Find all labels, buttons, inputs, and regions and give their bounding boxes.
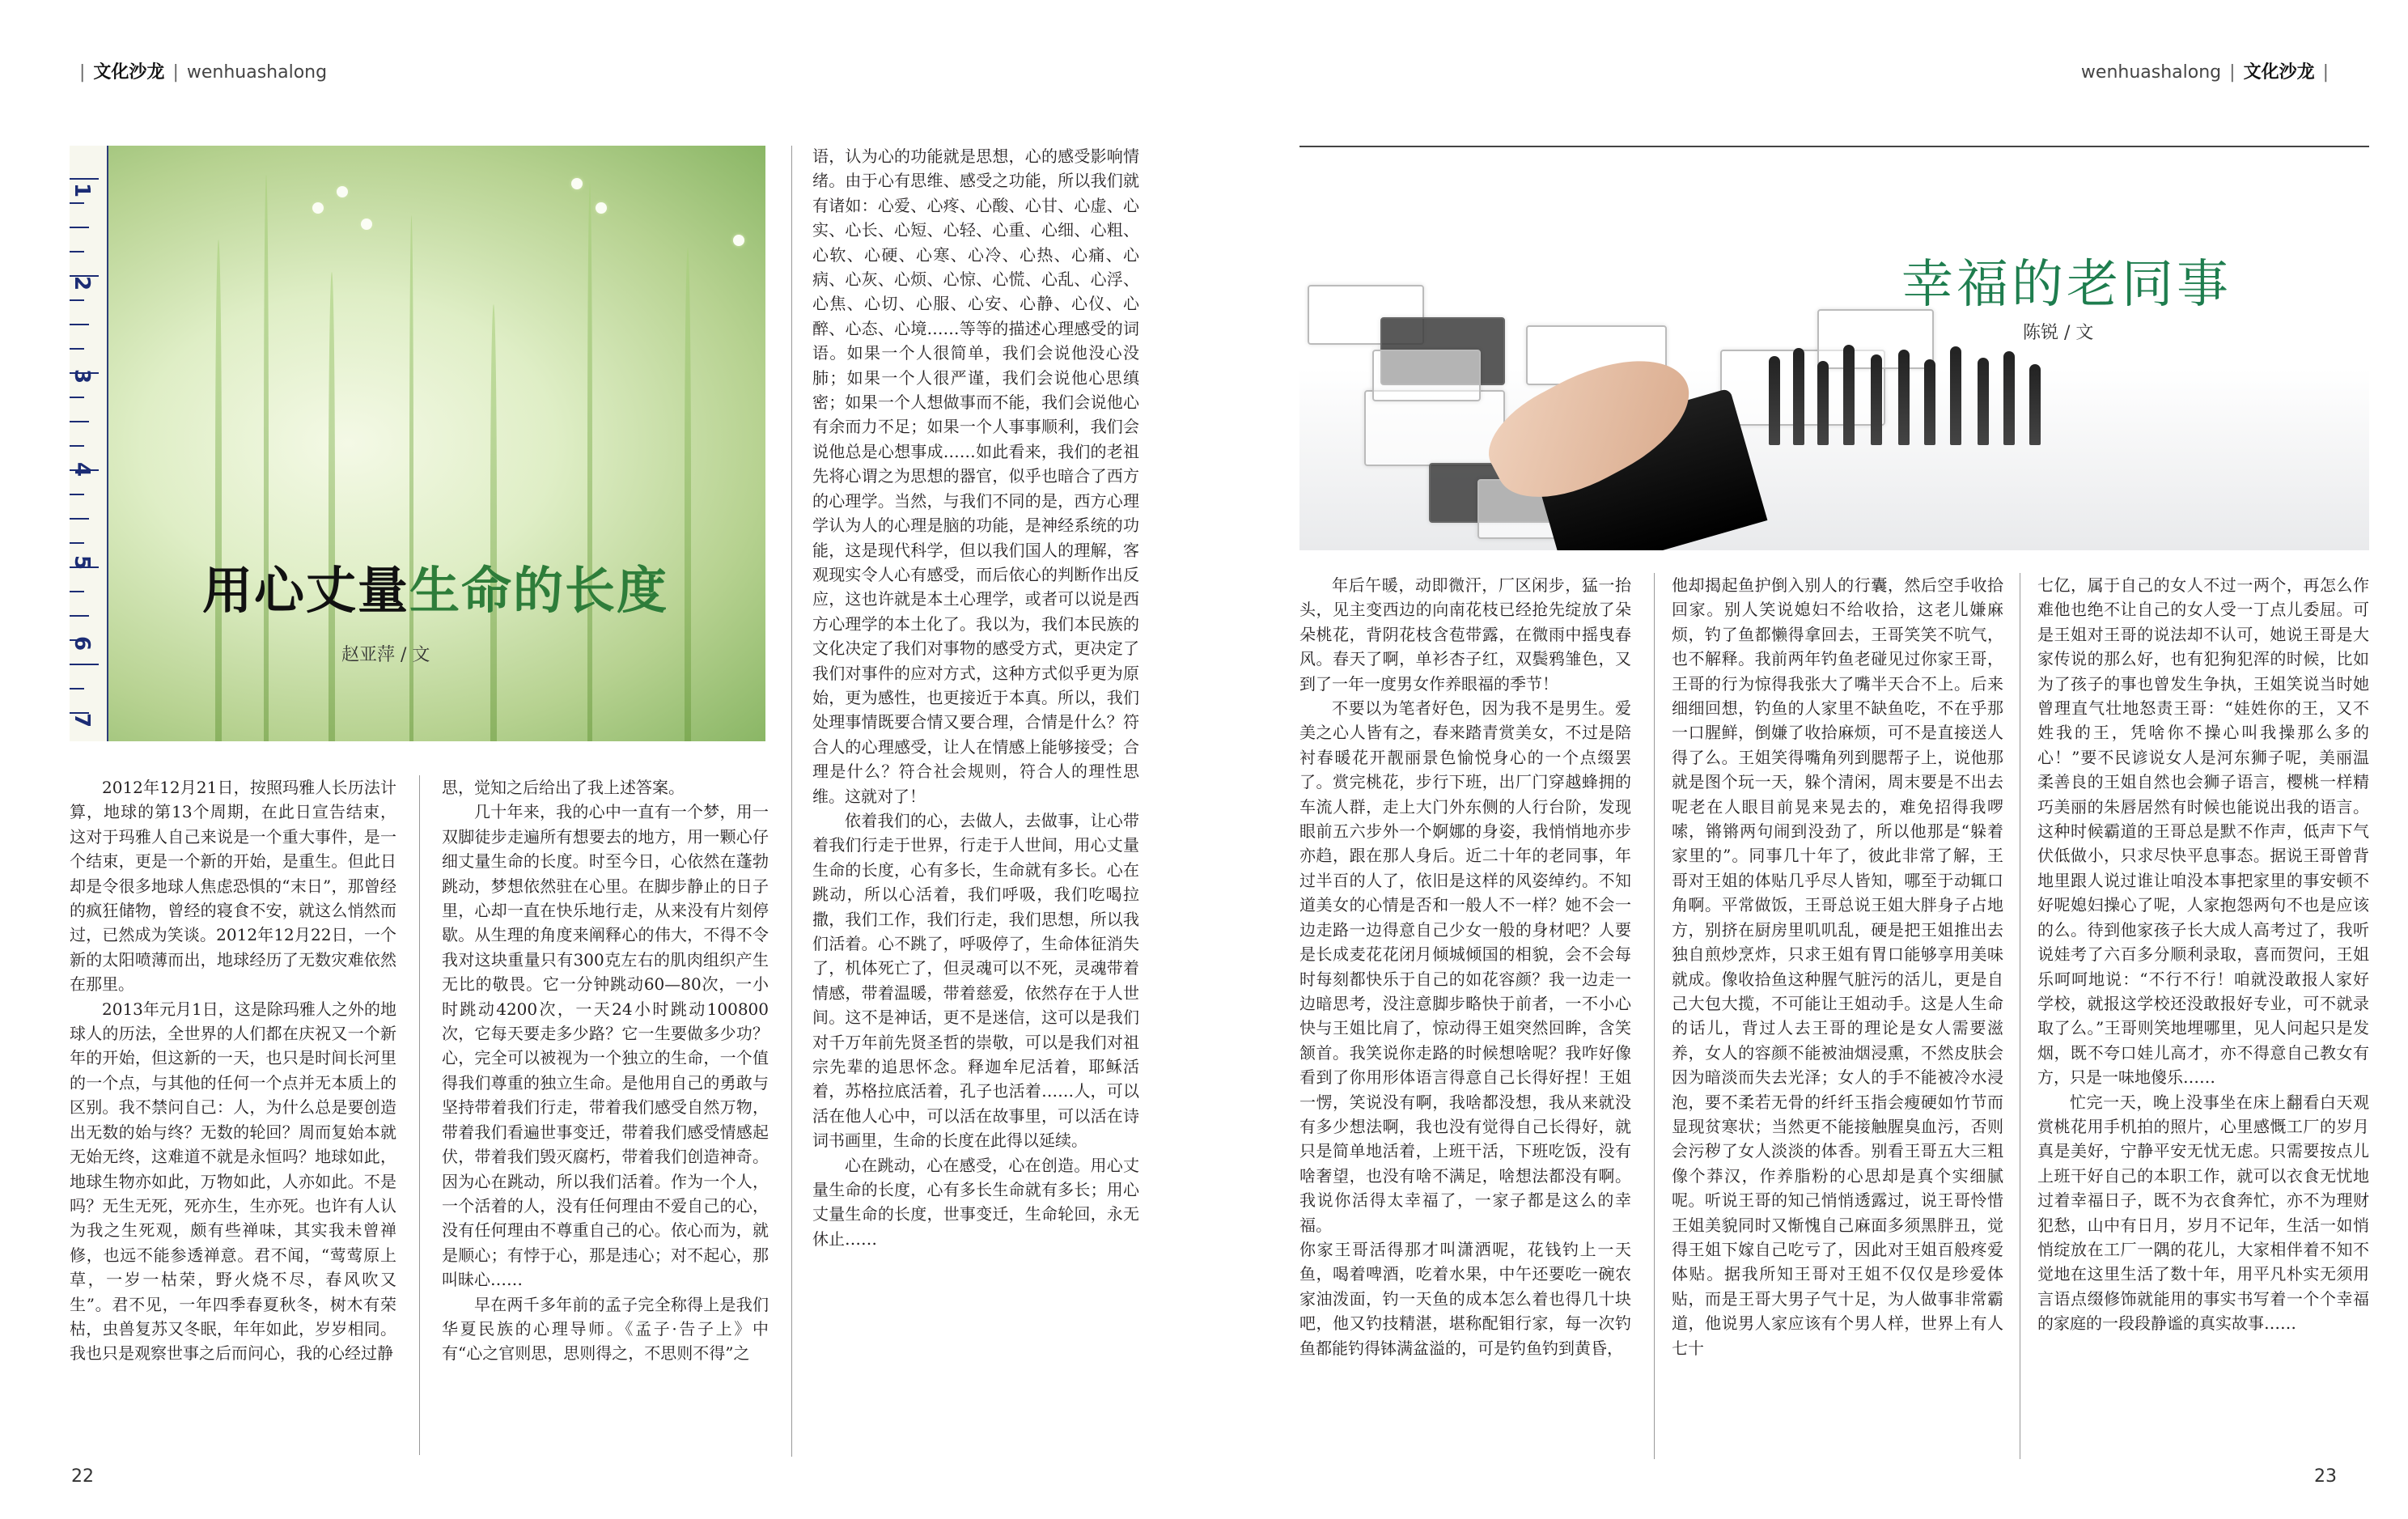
person-silhouette	[1769, 356, 1780, 445]
article-title: 幸福的老同事	[1901, 255, 2232, 315]
person-silhouette	[1898, 350, 1910, 445]
person-silhouette	[1843, 345, 1855, 445]
header-divider: |	[79, 62, 86, 83]
ruler-tick	[70, 178, 99, 180]
ruler-tick	[70, 251, 84, 252]
ruler-tick	[70, 227, 89, 228]
ruler-number: 2	[70, 275, 95, 291]
ruler-tick	[70, 324, 89, 325]
ruler-tick	[70, 688, 84, 689]
column-name: 文化沙龙	[2243, 62, 2315, 83]
hero-image-business	[1299, 146, 2369, 550]
ruler-tick	[70, 445, 84, 447]
person-silhouette	[1950, 346, 1961, 445]
text-column-3	[812, 144, 1139, 1251]
grass-stem	[490, 304, 497, 741]
flower	[596, 202, 607, 214]
paragraph: 思，觉知之后给出了我上述答案。	[442, 778, 685, 797]
glass-panel	[1364, 390, 1505, 466]
paragraph: 语，认为心的功能就是思想，心的感受影响情绪。由于心有思维、感受之功能，所以我们就有诸如：心爱、心疼、心酸、心甘、心虚、心实、心长、心短、心轻、心重、心细、心粗、心软、心硬、心寒、心冷、心热、心痛、心病、心灰、心烦、心惊、心慌、心乱、心浮、心焦、心切、心服、心安、心静、心仪、心醉、心态、心境……等等的描述心理感受的词语。如果一个人很简单，我们会说他没心没肺；如果一个人很严谨，我们会说他心思缜密；如果一个人想做事而不能，我们会说他心有余而力不足；如果一个人事事顺利，我们会说他总是心想事成……如此看来，我们的老祖先将心谓之为思想的器官，似乎也暗合了西方的心理学。当然，与我们不同的是，西方心理学认为人的心理是脑的功能，是神经系统的功能，这是现代科学，但以我们国人的理解，客观现实令人心有感受，而后依心的判断作出反应，这也许就是本土心理学，或者可以说是西方心理学的本土化了。我以为，我们本民族的文化决定了我们对事物的感受方式，更决定了我们对事件的应对方式，这种方式似乎更为原始，更为感性，也更接近于本真。所以，我们处理事情既要合情又要合理，合情是什么？符合人的心理感受，让人在情感上能够接受；合理是什么？符合社会规则，符合人的理性思维。这就对了！	[812, 146, 1139, 806]
ruler-number: 5	[70, 554, 95, 571]
ruler-tick	[70, 542, 84, 544]
page-number: 23	[2314, 1466, 2337, 1487]
ruler-tick	[70, 591, 84, 592]
column-divider	[1654, 573, 1655, 1459]
person-silhouette	[1793, 348, 1804, 445]
flower	[361, 219, 372, 230]
ruler-number: 1	[70, 182, 95, 198]
ruler-tick	[70, 615, 89, 617]
header-divider: |	[172, 62, 179, 83]
grass-stem	[685, 248, 691, 741]
ruler-number: 7	[70, 712, 95, 728]
paragraph: 2012年12月21日，按照玛雅人长历法计算，地球的第13个周期，在此日宣告结束，这对于玛雅人自己来说是一个重大事件，是一个结束，更是一个新的开始，是重生。但此日却是令很多地球人焦虑恐惧的“末日”，那曾经的疯狂储物，曾经的寝食不安，就这么悄然而过，已然成为笑谈。2012年12月22日，一个新的太阳喷薄而出，地球经历了无数灾难依然在那里。	[70, 778, 396, 995]
person-silhouette	[1924, 359, 1935, 445]
grass-stem	[215, 240, 222, 741]
article-author: 陈锐 / 文	[2023, 323, 2094, 343]
person-silhouette	[1817, 361, 1829, 445]
person-silhouette	[1871, 354, 1882, 445]
paragraph: 不要以为笔者好色，因为我不是男生。爱美之心人皆有之，春来踏青赏美女，不过是陪衬春暖花开靓丽景色愉悦身心的一个点缀罢了。赏完桃花，步行下班，出厂门穿越蜂拥的车流人群，走上大门外东侧的人行台阶，发现眼前五六步外一个婀娜的身姿，我悄悄地亦步亦趋，跟在那人身后。近二十年的老同事，年过半百的人了，依旧是这样的风姿绰约。不知道美女的心情是否和一般人不一样？她不会一边走路一边得意自己少女一般的身材吧？人要是长成麦花花闭月倾城倾国的相貌，会不会每时每刻都快乐于自己的如花容颜？我一边走一边暗思考，没注意脚步略快于前者，一不小心快与王姐比肩了，惊动得王姐突然回眸，含笑颔首。我笑说你走路的时候想啥呢？我咋好像看到了你用形体语言得意自己长得好捏！王姐一愣，笑说没有啊，我啥都没想，我从来就没有多少想法啊，我也没有觉得自己长得好，就只是简单地活着，上班干活，下班吃饭，没有啥奢望，也没有啥不满足，啥想法都没有啊。我说你活得太幸福了，一家子都是这么的幸福。	[1299, 698, 1631, 1235]
column-name: 文化沙龙	[93, 62, 165, 83]
column-divider	[791, 146, 792, 1457]
header-divider: |	[2229, 62, 2236, 83]
ruler-number: 4	[70, 461, 95, 477]
paragraph: 早在两千多年前的孟子完全称得上是我们华夏民族的心理导师。《孟子·告子上》中有“心之官则思，思则得之，不思则不得”之	[442, 1294, 769, 1364]
person-silhouette	[1978, 358, 1989, 445]
flower	[312, 202, 324, 214]
paragraph: 你家王哥活得那才叫潇洒呢，花钱钓上一天鱼，喝着啤酒，吃着水果，中午还要吃一碗农家油泼面，钓一天鱼的成本怎么着也得几十块吧，他又钓技精湛，堪称配钼行家，每一次钓鱼都能钓得钵满盆溢的，可是钓鱼钓到黄昏，	[1299, 1239, 1631, 1358]
ruler	[70, 146, 108, 741]
paragraph: 2013年元月1日，这是除玛雅人之外的地球人的历法，全世界的人们都在庆祝又一个新年的开始，但这新的一天，也只是时间长河里的一个点，与其他的任何一个点并无本质上的区别。我不禁问自己：人，为什么总是要创造出无数的始与终？无数的轮回？周而复始本就无始无终，这难道不就是永恒吗？地球如此，地球生物亦如此，万物如此，人亦如此。不是吗？无生无死，死亦生，生亦死。也许有人认为我之生死观，颇有些禅味，其实我未曾禅修，也远不能参透禅意。君不闻，“莺莺原上草，一岁一枯荣，野火烧不尽，春风吹又生”。君不见，一年四季春夏秋冬，树木有荣枯，虫兽复苏又冬眠，年年如此，岁岁相同。我也只是观察世事之后而问心，我的心经过静	[70, 999, 396, 1364]
ruler-tick	[70, 421, 89, 422]
ruler-tick	[70, 348, 84, 350]
grass-stem	[329, 272, 335, 741]
article-title	[202, 550, 668, 622]
ruler-number: 6	[70, 635, 95, 651]
grass-stem	[264, 175, 269, 741]
running-header-left	[71, 58, 327, 83]
page-number: 22	[71, 1466, 94, 1487]
person-silhouette	[2003, 351, 2015, 445]
text-column-4	[1299, 573, 1631, 1360]
paragraph: 他却揭起鱼护倒入别人的行囊，然后空手收拾回家。别人笑说媳妇不给收拾，这老儿嫌麻烦，钓了鱼都懒得拿回去，王哥笑笑不吭气，也不解释。我前两年钓鱼老碰见过你家王哥，王哥的行为惊得我张大了嘴半天合不上。后来细细回想，钓鱼的人家里不缺鱼吃，不在乎那一口腥鲜，倒嫌了收拾麻烦，可不是直接送人得了么。王姐笑得嘴角列到腮帮子上，说他那就是图个玩一天，躲个清闲，周末要是不出去呢老在人眼目前晃来晃去的，难免招得我啰嗦，锵锵两句闹到没劲了，所以他那是“躲着家里的”。同事几十年了，彼此非常了解，王哥对王姐的体贴几乎尽人皆知，哪至于动辄口角啊。平常做饭，王哥总说王姐大胖身子占地方，别挤在厨房里叽叽乱，硬是把王姐推出去独自煎炒烹炸，只求王姐有胃口能够享用美味就成。像收拾鱼这种腥气脏污的活儿，更是自己大包大揽，不可能让王姐动手。这是人生命的话儿，背过人去王哥的理论是女人需要滋养，女人的容颜不能被油烟浸熏，不然皮肤会因为暗淡而失去光泽；女人的手不能被冷水浸泡，要不柔若无骨的纤纤玉指会瘦硬如竹节而显现贫寒状；当然更不能接触腥臭血污，否则会污秽了女人淡淡的体香。别看王哥五大三粗像个莽汉，作养脂粉的心思却是真个实细腻呢。听说王哥的知己悄悄透露过，说王哥怜惜王姐美貌同时又惭愧自己麻面多须黑胖丑，觉得王姐下嫁自己吃亏了，因此对王姐百般疼爱体贴。据我所知王哥对王姐不仅仅是珍爱体贴，而是王哥大男子气十足，为人做事非常霸道，他说男人家应该有个男人样，世界上有人七十	[1672, 575, 2003, 1358]
person-silhouette	[2029, 364, 2041, 445]
paragraph: 忙完一天，晚上没事坐在床上翻看白天观赏桃花用手机拍的照片，心里感慨工厂的岁月真是美好，宁静平安无忧无虑。只需要按点儿上班干好自己的本职工作，就可以衣食无忧地过着幸福日子，既不为衣食奔忙，亦不为理财犯愁，山中有日月，岁月不记年，生活一如悄悄绽放在工厂一隅的花儿，大家相伴着不知不觉地在这里生活了数十年，用平凡朴实无须用言语点缀修饰就能用的事实书写着一个个幸福的家庭的一段段静谧的真实故事……	[2037, 1092, 2369, 1334]
article-author: 赵亚萍 / 文	[341, 645, 430, 665]
paragraph: 七亿，属于自己的女人不过一两个，再怎么作难他也绝不让自己的女人受一丁点儿委屈。可是王姐对王哥的说法却不认可，她说王哥是大家传说的那么好，也有犯狗犯浑的时候，比如为了孩子的事也曾发生争执，王姐笑说当时她曾理直气壮地怒责王哥：“娃姓你的王，又不姓我的王，凭啥你不操心叫我操那么多的心！”要不民谚说女人是河东狮子呢，美丽温柔善良的王姐自然也会狮子语言，樱桃一样精巧美丽的朱唇居然有时候也能说出我的语言。这种时候霸道的王哥总是默不作声，低声下气伏低做小，只求尽快平息事态。据说王哥曾背地里跟人说过谁让咱没本事把家里的事安顿不好呢媳妇操心了呢，人家抱怨两句不也是应该的么。待到他家孩子长大成人高考过了，我听说娃考了六百多分顺利录取，喜而贺问，王姐乐呵呵地说：“不行不行！咱就没敢报人家好学校，就报这学校还没敢报好专业，可不就录取了么。”王哥则笑地埋哪里，见人问起只是发烟，既不夸口娃儿高才，亦不得意自己教女有方，只是一味地傻乐……	[2037, 575, 2369, 1088]
ruler-tick	[70, 299, 84, 301]
title-part-green: 生命的长度	[409, 561, 669, 620]
ruler-tick	[70, 494, 84, 495]
ruler-tick	[70, 664, 99, 665]
header-divider: |	[2322, 62, 2329, 83]
text-column-6	[2037, 573, 2369, 1336]
flower	[571, 178, 583, 189]
ruler-tick	[70, 397, 84, 398]
paragraph: 依着我们的心，去做人，去做事，让心带着我们行走于世界，行走于人世间，用心丈量生命的长度，心有多长，生命就有多长。心在跳动，所以心活着，我们呼吸，我们吃喝拉撒，我们工作，我们行走，我们思想，所以我们活着。心不跳了，呼吸停了，生命体征消失了，机体死亡了，但灵魂可以不死，灵魂带着情感，带着温暖，带着慈爱，依然存在于人世间。这不是神话，更不是迷信，这可以是我们对千万年前先贤圣哲的崇敬，可以是我们对祖宗先辈的追思怀念。释迦牟尼活着，耶稣活着，苏格拉底活着，孔子也活着……人，可以活在他人心中，可以活在故事里，可以活在诗词书画里，生命的长度在此得以延续。	[812, 810, 1139, 1151]
running-header-right	[2081, 58, 2337, 83]
paragraph: 心在跳动，心在感受，心在创造。用心丈量生命的长度，心有多长生命就有多长；用心丈量生命的长度，世事变迁，生命轮回，永无休止……	[812, 1155, 1139, 1249]
text-column-2	[442, 775, 769, 1366]
paragraph: 年后午暖，动即微汗，厂区闲步，猛一抬头，见主变西边的向南花枝已经抢先绽放了朵朵桃花，背阴花枝含苞带露，在微雨中摇曳春风。春天了啊，单衫杏子红，双鬓鸦雏色，又到了一年一度男女作养眼福的季节！	[1299, 575, 1631, 694]
text-column-5	[1672, 573, 2003, 1360]
glass-panel	[1372, 350, 1481, 401]
hero-image-grass	[70, 146, 765, 741]
text-column-1	[70, 775, 396, 1366]
column-pinyin: wenhuashalong	[2080, 62, 2222, 83]
grass-stem	[587, 183, 592, 741]
title-part-black: 用心丈量	[202, 561, 410, 620]
flower	[733, 235, 744, 246]
ruler-tick	[70, 518, 89, 520]
ruler-number: 3	[70, 368, 95, 384]
flower	[337, 186, 348, 197]
ruler-tick	[70, 202, 84, 204]
column-divider	[419, 775, 420, 1455]
paragraph: 几十年来，我的心中一直有一个梦，用一双脚徒步走遍所有想要去的地方，用一颗心仔细丈量生命的长度。时至今日，心依然在蓬勃跳动，梦想依然驻在心里。在脚步静止的日子里，心却一直在快乐地行走，从来没有片刻停歇。从生理的角度来阐释心的伟大，不得不令我对这块重量只有300克左右的肌肉组织产生无比的敬畏。它一分钟跳动60—80次，一小时跳动4200次，一天24小时跳动100800次，它每天要走多少路？它一生要做多少功？心，完全可以被视为一个独立的生命，一个值得我们尊重的独立生命。是他用自己的勇敢与坚持带着我们行走，带着我们感受自然万物，带着我们看遍世事变迁，带着我们感受情感起伏，带着我们毁灭腐朽，带着我们创造神奇。因为心在跳动，所以我们活着。作为一个人，一个活着的人，没有任何理由不爱自己的心，没有任何理由不尊重自己的心。依心而为，就是顺心；有悖于心，那是违心；对不起心，那叫昧心……	[442, 802, 769, 1290]
column-pinyin: wenhuashalong	[186, 62, 328, 83]
